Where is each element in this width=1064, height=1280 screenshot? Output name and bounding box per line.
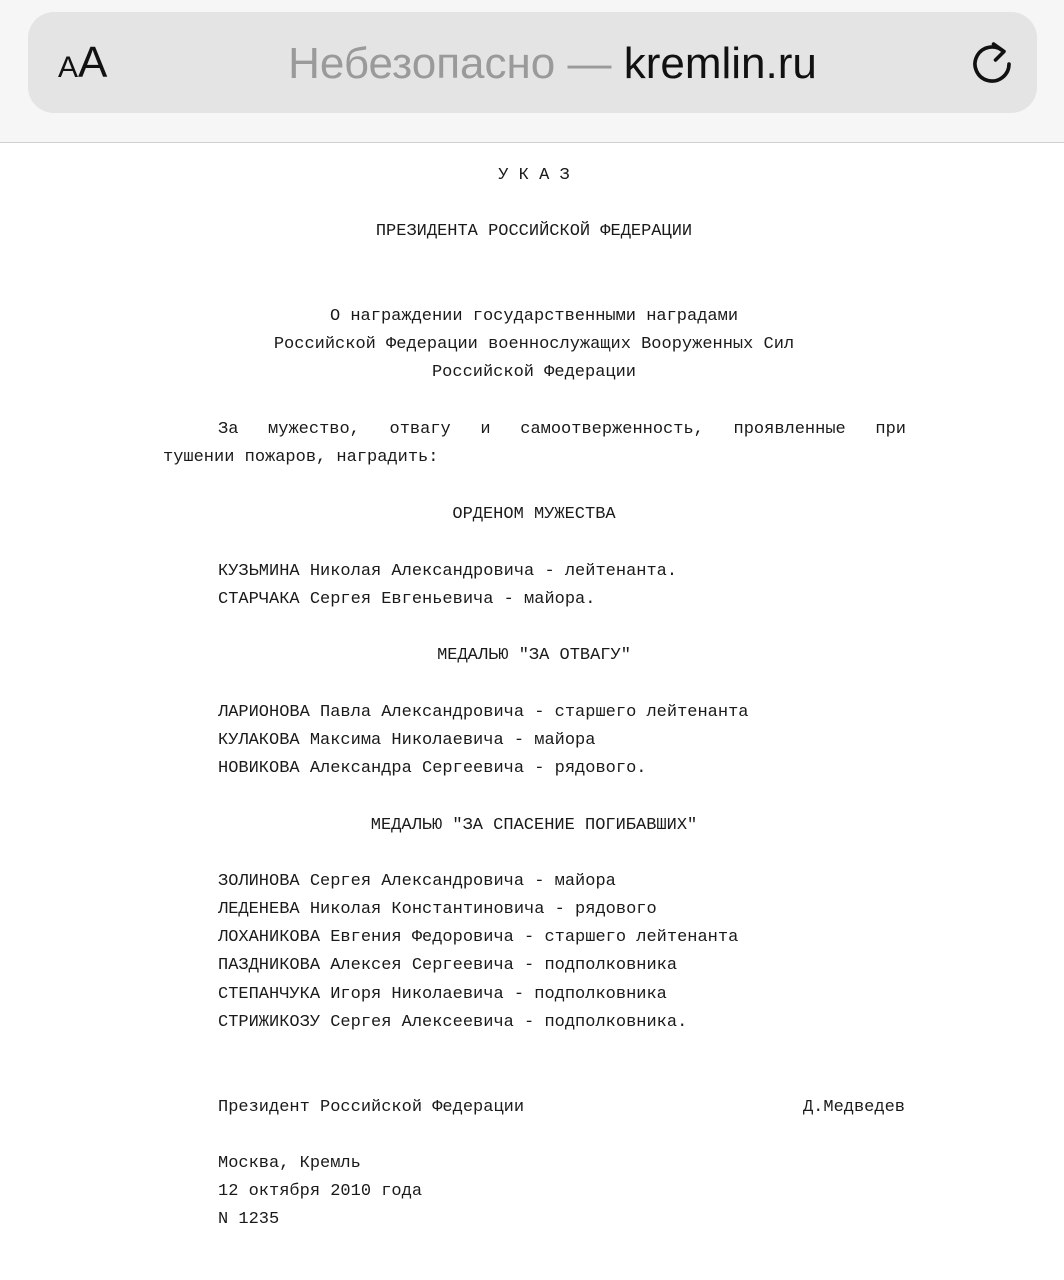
decree-title-line: Российской Федерации	[431, 363, 637, 382]
signature-name: Д.Медведев	[802, 1098, 905, 1117]
url-display[interactable]	[178, 36, 927, 92]
text-size-small-letter: A	[58, 51, 79, 84]
security-label: Небезопасно —	[288, 39, 624, 88]
browser-toolbar	[0, 0, 1064, 143]
recipient-line: СТРИЖИКОЗУ Сергея Алексеевича - подполковника.	[218, 1013, 688, 1032]
text-size-icon[interactable]	[58, 38, 107, 88]
recipient-line: ПАЗДНИКОВА Алексея Сергеевича - подполковника	[218, 956, 678, 975]
award-heading: МЕДАЛЬЮ "ЗА ОТВАГУ"	[437, 646, 631, 665]
reload-icon[interactable]	[966, 37, 1018, 89]
signature-title: Президент Российской Федерации	[218, 1098, 525, 1117]
recipient-line: ЛАРИОНОВА Павла Александровича - старшего лейтенанта	[218, 703, 749, 722]
decree-date: 12 октября 2010 года	[218, 1182, 423, 1201]
text-size-big-letter: A	[78, 38, 108, 87]
recipient-line: КУЗЬМИНА Николая Александровича - лейтенанта.	[218, 562, 678, 581]
recipient-line: СТЕПАНЧУКА Игоря Николаевича - подполковника	[218, 985, 667, 1004]
recipient-line: КУЛАКОВА Максима Николаевича - майора	[218, 731, 596, 750]
decree-title-line: Российской Федерации военнослужащих Вооруженных Сил	[273, 335, 795, 354]
decree-number: N 1235	[218, 1210, 280, 1229]
address-bar[interactable]	[28, 12, 1037, 113]
recipient-line: ЛЕДЕНЕВА Николая Константиновича - рядового	[218, 900, 657, 919]
decree-subheading: ПРЕЗИДЕНТА РОССИЙСКОЙ ФЕДЕРАЦИИ	[375, 222, 693, 241]
recipient-line: ЗОЛИНОВА Сергея Александровича - майора	[218, 872, 616, 891]
url-domain: kremlin.ru	[623, 39, 817, 88]
decree-place: Москва, Кремль	[218, 1154, 361, 1173]
decree-document	[0, 143, 1064, 1280]
decree-title-line: О награждении государственными наградами	[329, 307, 739, 326]
recipient-line: НОВИКОВА Александра Сергеевича - рядового.	[218, 759, 647, 778]
preamble-line: За мужество, отвагу и самоотверженность, проявленные при	[218, 420, 906, 439]
award-heading: ОРДЕНОМ МУЖЕСТВА	[452, 505, 616, 524]
preamble-line: тушении пожаров, наградить:	[163, 448, 439, 467]
recipient-line: ЛОХАНИКОВА Евгения Федоровича - старшего лейтенанта	[218, 928, 739, 947]
award-heading: МЕДАЛЬЮ "ЗА СПАСЕНИЕ ПОГИБАВШИХ"	[370, 816, 698, 835]
recipient-line: СТАРЧАКА Сергея Евгеньевича - майора.	[218, 590, 596, 609]
decree-heading: У К А З	[498, 166, 570, 185]
